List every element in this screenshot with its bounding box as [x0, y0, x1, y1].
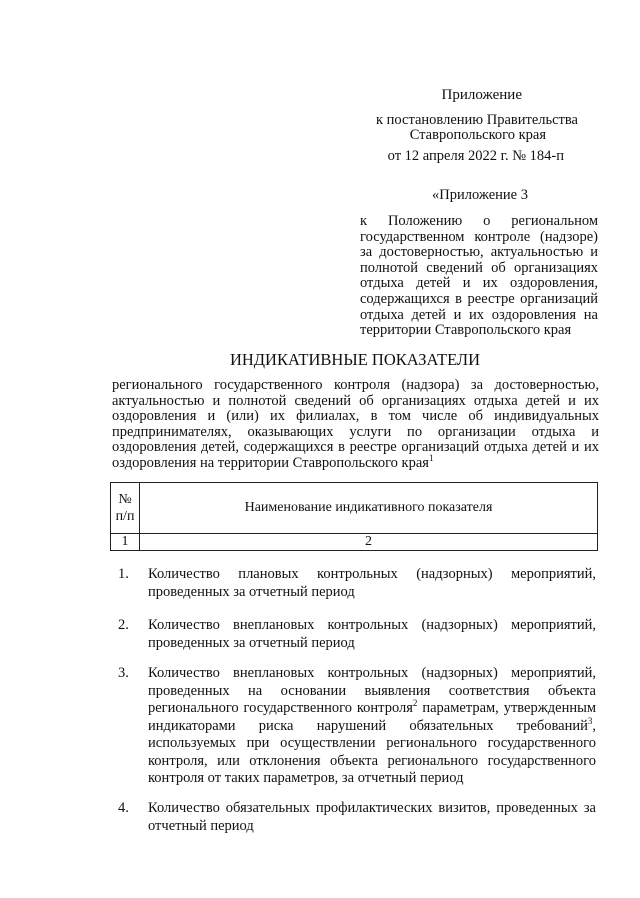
- item-number: 4.: [118, 800, 129, 816]
- item-number: 1.: [118, 566, 129, 582]
- footnote-marker: 1: [428, 453, 434, 464]
- item-text: Количество обязательных профилактических визитов, проведенных за отчетный период: [148, 800, 596, 834]
- item-text: Количество плановых контрольных (надзорных) мероприятий, проведенных за отчетный период: [148, 566, 596, 600]
- list-item: [118, 566, 596, 601]
- table-header-name: Наименование индикативного показателя: [140, 483, 598, 534]
- item-text: Количество внеплановых контрольных (надзорных) мероприятий, проведенных за отчетный период: [148, 617, 596, 651]
- indicator-table: [110, 482, 598, 551]
- intro-text: регионального государственного контроля (надзора) за достоверностью, актуальностью и полнотой сведений об организациях отдыха детей и их оздоровления и (или) их филиалах, в том числе об индивидуальных предпринимателях, оказывающих услуги по организации отдыха и оздоровления детей, содержащихся в реестре организаций отдыха детей и их оздоровления на территории Ставропольского края: [112, 377, 599, 471]
- table-col-index-2: 2: [140, 534, 598, 551]
- list-item: [118, 800, 596, 835]
- item-number: 3.: [118, 665, 129, 681]
- appendix-date-line: от 12 апреля 2022 г. № 184-п: [387, 148, 564, 164]
- appendix-title: Приложение: [441, 87, 522, 103]
- page-heading: ИНДИКАТИВНЫЕ ПОКАЗАТЕЛИ: [229, 350, 481, 369]
- appendix3-text: к Положению о региональном государственном контроле (надзоре) за достоверностью, актуальностью и полнотой сведений об организациях отдыха детей и их оздоровления, содержащихся в реестре организаций отдыха детей и их оздоровления на территории Ставропольского края: [360, 213, 598, 339]
- table-col-index-1: 1: [111, 534, 140, 551]
- appendix3-title: «Приложение 3: [432, 187, 528, 203]
- list-item: [118, 665, 596, 788]
- intro-paragraph: [112, 378, 599, 472]
- footnote-marker: 3: [587, 715, 593, 726]
- footnote-marker: 2: [412, 698, 418, 709]
- appendix-region-line: Ставропольского края: [409, 127, 546, 143]
- list-item: [118, 617, 596, 652]
- item-number: 2.: [118, 617, 129, 633]
- item-text: Количество внеплановых контрольных (надзорных) мероприятий, проведенных на основании выявления соответствия объекта регионального государственного контроля$^2$ параметрам, утвержденным индикаторами риска нарушений обязательных требований$^3$, используемых при осуществлении регионального государственного контроля, или отклонения объекта регионального государственного контроля от таких параметров, за отчетный период: [148, 665, 597, 786]
- appendix-resolution-line: к постановлению Правительства: [376, 112, 578, 128]
- table-header-number: № п/п: [111, 483, 140, 534]
